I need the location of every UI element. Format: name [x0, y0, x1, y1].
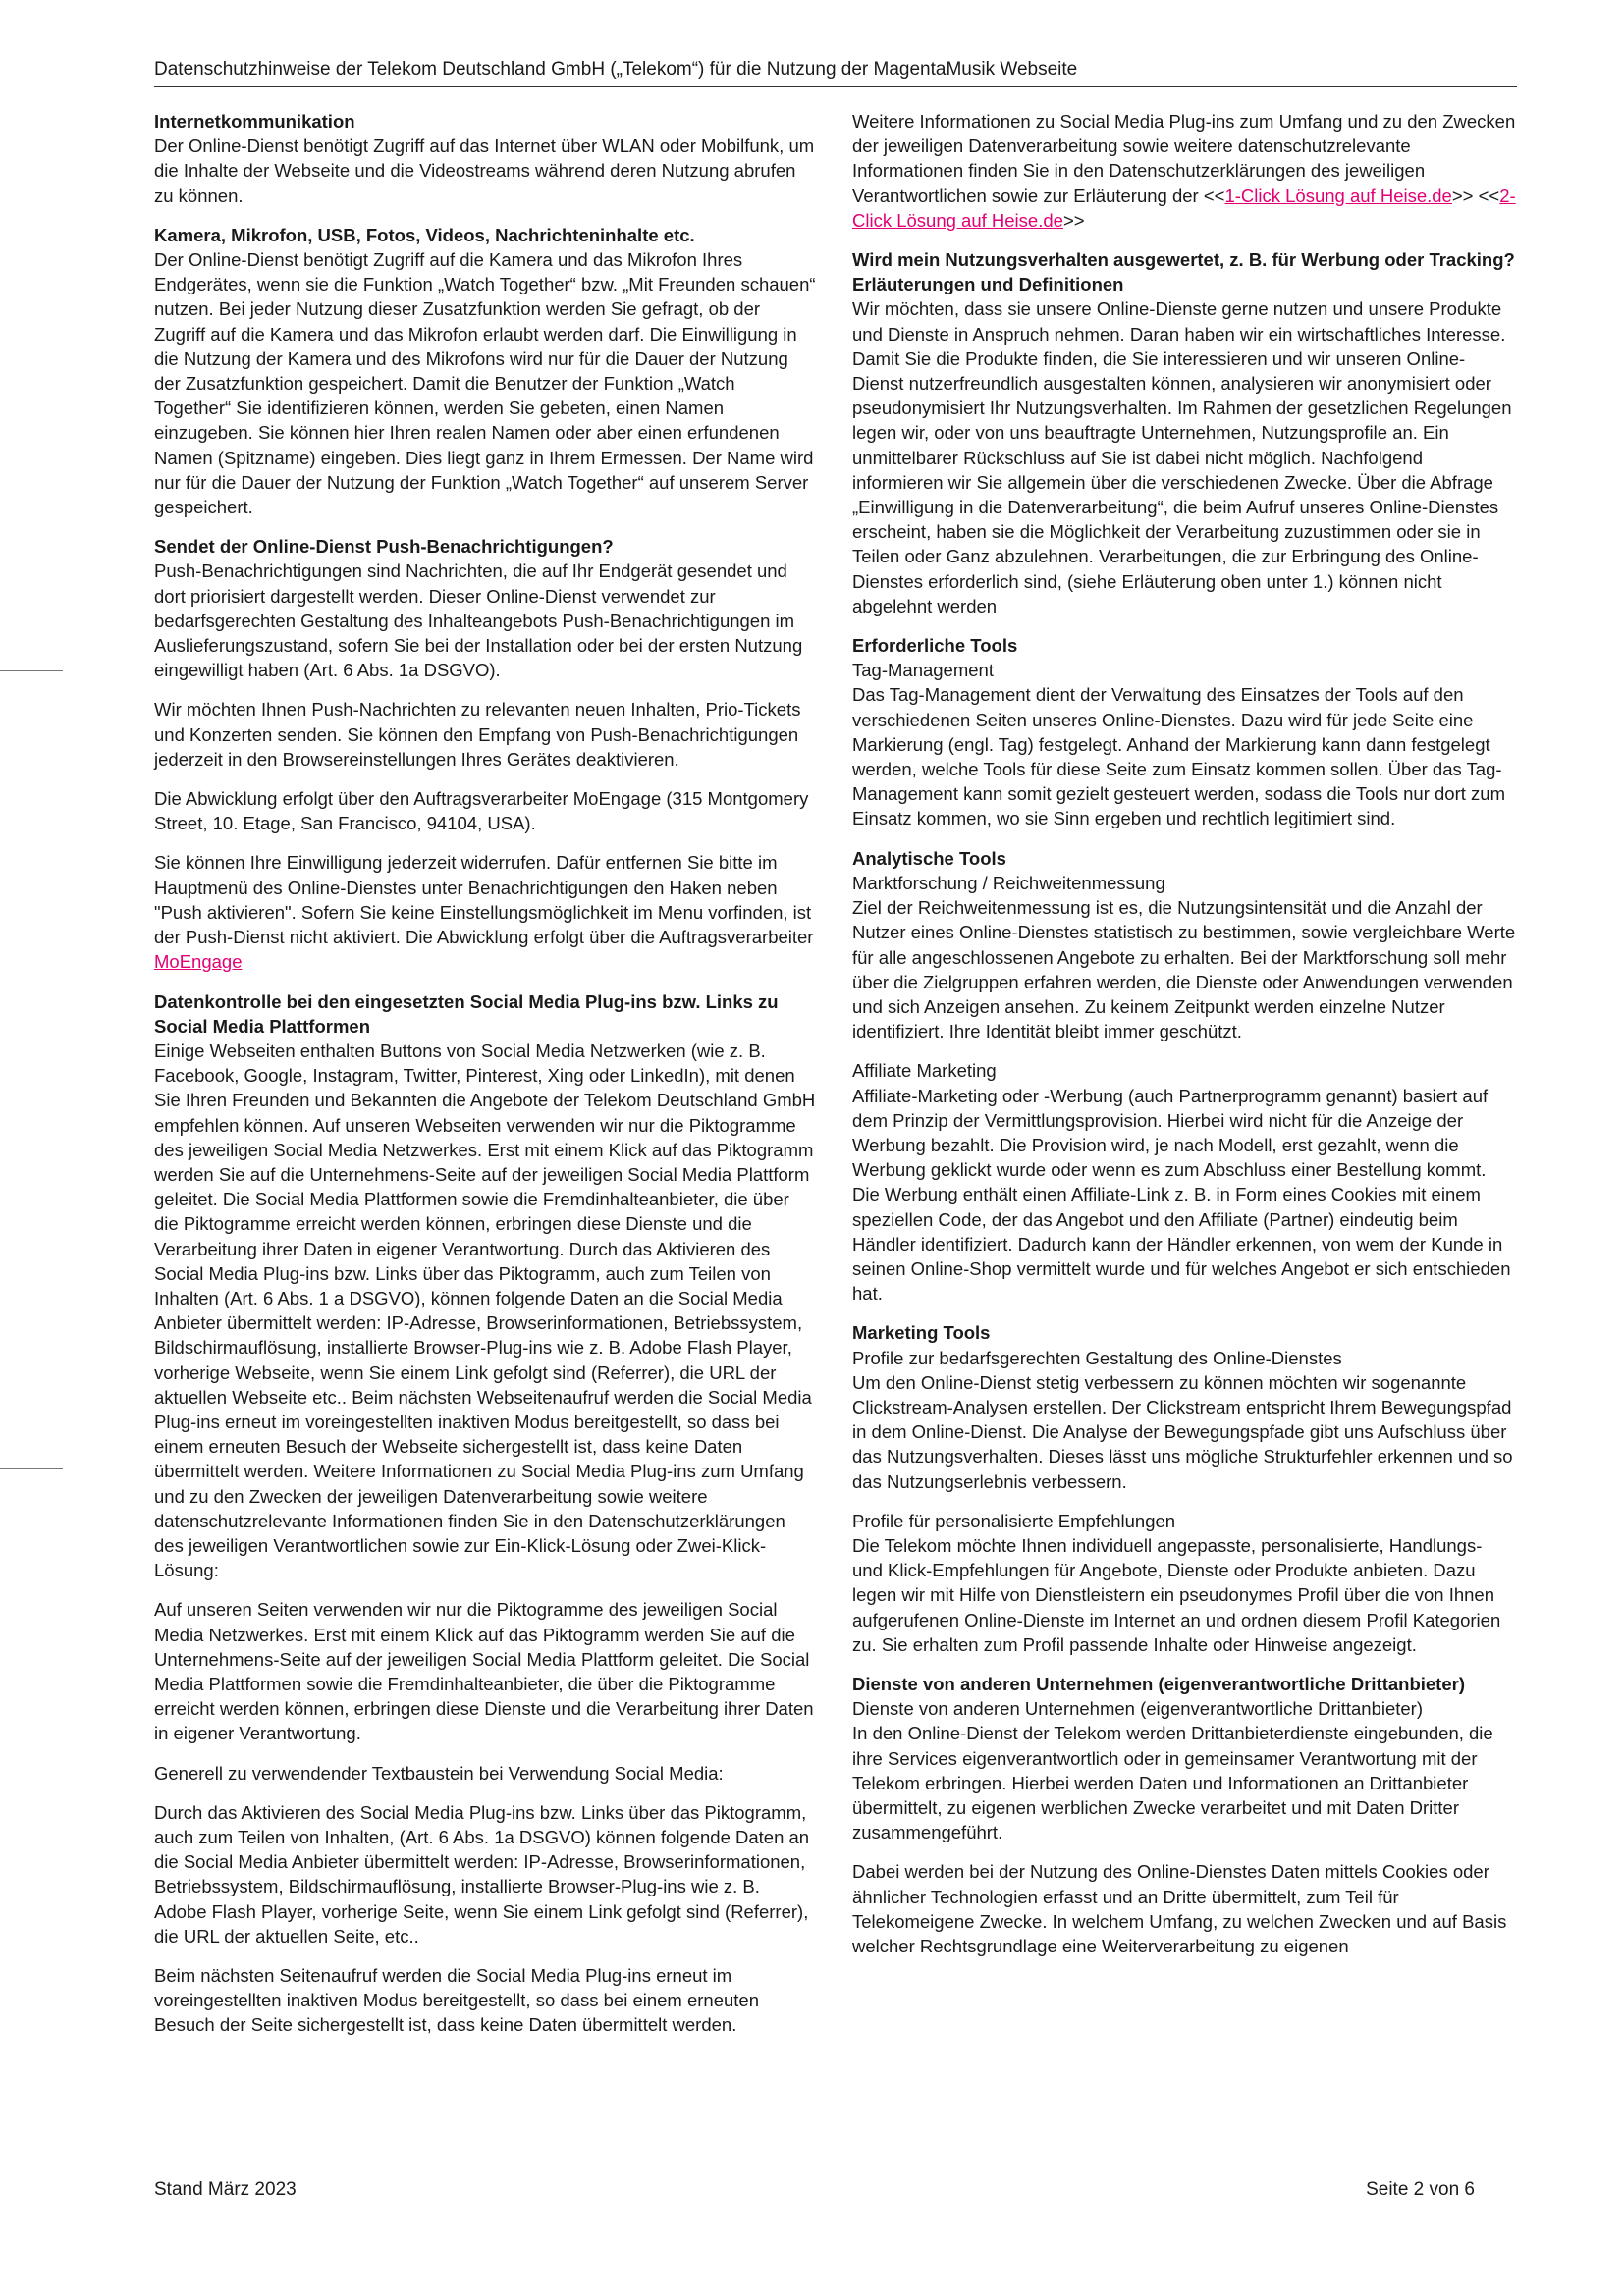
social-text-4: Durch das Aktivieren des Social Media Plug-ins bzw. Links über das Piktogramm, auch zum Teilen von Inhalten, (Art. 6 Abs. 1a DSGVO) können folgende Daten an die Social Media Anbieter übermittelt werden: IP-Adresse, Browserinformationen, Betriebssystem, Bildschirmauflösung, installierte Browser-Plug-ins wie z. B. Adobe Flash Player, vorherige Seite, wenn Sie einem Link gefolgt sind (Referrer), die URL der aktuellen Seite, etc.. [154, 1801, 810, 1947]
marketing-subheading: Profile zur bedarfsgerechten Gestaltung des Online-Dienstes [852, 1347, 1342, 1368]
section-required-tools [852, 633, 1516, 831]
social-info-body: Weitere Informationen zu Social Media Plug-ins zum Umfang und zu den Zwecken der jeweiligen Datenverarbeitung sowie weitere datenschutzrelevante Informationen finden Sie in den Datenschutzerklärungen des jeweiligen Verantwortlichen sowie zur Erläuterung der [852, 111, 1516, 206]
section-marketing-tools [852, 1320, 1516, 1493]
third-party-heading: Dienste von anderen Unternehmen (eigenverantwortliche Drittanbieter) [852, 1673, 1465, 1694]
footer-date: Stand März 2023 [154, 2179, 297, 2200]
analytic-text: Ziel der Reichweitenmessung ist es, die Nutzungsintensität und die Anzahl der Nutzer eines Online-Dienstes statistisch zu bestimmen, sowie vergleichbare Werte für alle angeschlossenen Angebote zu erhalten. Bei der Marktforschung soll mehr über die Zielgruppen erfahren werden, die Dienste oder Anwendungen verwenden und sich Anzeigen ansehen. Zu keinem Zeitpunkt werden einzelne Nutzer identifiziert. Ihre Identität bleibt immer geschützt. [852, 897, 1516, 1042]
tracking-heading: Wird mein Nutzungsverhalten ausgewertet, z. B. für Werbung oder Tracking? [852, 249, 1515, 271]
social-text-3: Generell zu verwendender Textbaustein bei Verwendung Social Media: [154, 1762, 724, 1784]
internet-heading: Internetkommunikation [154, 111, 355, 132]
social-text-1: Einige Webseiten enthalten Buttons von Social Media Netzwerken (wie z. B. Facebook, Google, Instagram, Twitter, Pinterest, Xing oder LinkedIn), mit denen Sie Ihren Freunden und Bekannten die Angebote der Telekom Deutschland GmbH empfehlen können. Auf unseren Webseiten verwenden wir nur die Piktogramme des jeweiligen Social Media Netzwerkes. Erst mit einem Klick auf das Piktogramm werden Sie auf die Unternehmens-Seite auf der jeweiligen Social Media Plattform geleitet. Die Social Media Plattformen sowie die Fremdinhalteanbieter, die über die Piktogramme erreicht werden können, erbringen diese Dienste und die Verarbeitung ihrer Daten in eigener Verantwortung. Durch das Aktivieren des Social Media Plug-ins bzw. Links über das Piktogramm, auch zum Teilen von Inhalten (Art. 6 Abs. 1 a DSGVO), können folgende Daten an die Social Media Anbieter übermittelt werden: IP-Adresse, Browserinformationen, Betriebssystem, Bildschirmauflösung, installierte Browser-Plug-ins wie z. B. Adobe Flash Player, vorherige Webseite, wenn Sie einem Link gefolgt sind (Referrer), die URL der aktuellen Webseite etc.. Beim nächsten Webseitenaufruf werden die Social Media Plug-ins erneut im voreingestellten inaktiven Modus bereitgestellt, so dass bei einem erneuten Besuch der Webseite sichergestellt ist, dass keine Daten übermittelt werden. Weitere Informationen zu Social Media Plug-ins zum Umfang und zu den Zwecken der jeweiligen Datenverarbeitung sowie weitere datenschutzrelevante Informationen finden Sie in den Datenschutzerklärungen des jeweiligen Verantwortlichen sowie zur Ein-Klick-Lösung oder Zwei-Klick-Lösung: [154, 1040, 816, 1581]
section-affiliate [852, 1058, 1516, 1306]
section-analytic-tools [852, 846, 1516, 1044]
analytic-subheading: Marktforschung / Reichweitenmessung [852, 872, 1165, 893]
social-text-2: Auf unseren Seiten verwenden wir nur die Piktogramme des jeweiligen Social Media Netzwerkes. Erst mit einem Klick auf das Piktogramm werden Sie auf die Unternehmens-Seite auf der jeweiligen Social Media Plattform geleitet. Die Social Media Plattformen sowie die Fremdinhalteanbieter, die über die Piktogramme erreicht werden können, erbringen diese Dienste und die Verarbeitung ihrer Daten in eigener Verantwortung. [154, 1599, 814, 1744]
section-tracking [852, 247, 1516, 618]
link-close-bracket: >> [1062, 209, 1085, 231]
fold-mark-middle [0, 1468, 63, 1469]
required-subheading: Tag-Management [852, 660, 994, 681]
section-camera [154, 223, 816, 519]
one-click-link[interactable]: 1-Click Lösung auf Heise.de [1224, 185, 1452, 206]
internet-text: Der Online-Dienst benötigt Zugriff auf das Internet über WLAN oder Mobilfunk, um die Inhalte der Webseite und die Videostreams während deren Nutzung abrufen zu können. [154, 135, 815, 206]
definitions-text: Wir möchten, dass sie unsere Online-Dienste gerne nutzen und unsere Produkte und Dienste in Anspruch nehmen. Daran haben wir ein wirtschaftliches Interesse. Damit Sie die Produkte finden, die Sie interessieren und wir unseren Online-Dienst nutzerfreundlich ausgestalten können, analysieren wir anonymisiert oder pseudonymisiert Ihr Nutzungsverhalten. Im Rahmen der gesetzlichen Regelungen legen wir, oder von uns beauftragte Unternehmen, Nutzungsprofile an. Ein unmittelbarer Rückschluss auf Sie ist dabei nicht möglich. Nachfolgend informieren wir Sie allgemein über die verschiedenen Zwecke. Über die Abfrage „Einwilligung in die Datenverarbeitung“, die beim Aufruf unseres Online-Dienstes erscheint, haben sie die Möglichkeit der Verarbeitung zuzustimmen oder sie in Teilen oder Ganz abzulehnen. Verarbeitungen, die zur Erbringung des Online-Dienstes erforderlich sind, (siehe Erläuterung oben unter 1.) können nicht abgelehnt werden [852, 298, 1512, 616]
fold-mark-top [0, 670, 63, 671]
push-text-1: Push-Benachrichtigungen sind Nachrichten, die auf Ihr Endgerät gesendet und dort priorisiert dargestellt werden. Dieser Online-Dienst verwendet zur bedarfsgerechten Gestaltung des Inhalteangebots Push-Benachrichtigungen im Auslieferungszustand, sofern Sie bei der Installation oder bei der ersten Nutzung eingewilligt haben (Art. 6 Abs. 1a DSGVO). [154, 561, 803, 681]
two-click-link[interactable]: 2-Click Lösung auf Heise.de [852, 185, 1516, 231]
section-social [154, 989, 816, 2038]
marketing-heading: Marketing Tools [852, 1322, 991, 1344]
page-header: Datenschutzhinweise der Telekom Deutschland GmbH („Telekom“) für die Nutzung der MagentaMusik Webseite [154, 57, 1517, 87]
third-party-text-1: In den Online-Dienst der Telekom werden Drittanbieterdienste eingebunden, die ihre Services eigenverantwortlich oder in gemeinsamer Verantwortung mit der Telekom erbringen. Hierbei werden Daten und Informationen an Drittanbieter übermittelt, zu eigenen werblichen Zwecke verarbeitet und mit Daten Dritter zusammengeführt. [852, 1723, 1493, 1843]
camera-heading: Kamera, Mikrofon, USB, Fotos, Videos, Nachrichteninhalte etc. [154, 224, 695, 245]
section-push [154, 534, 816, 974]
push-text-2: Wir möchten Ihnen Push-Nachrichten zu relevanten neuen Inhalten, Prio-Tickets und Konzerten senden. Sie können den Empfang von Push-Benachrichtigungen jederzeit in den Browsereinstellungen Ihres Gerätes deaktivieren. [154, 699, 801, 770]
social-heading: Datenkontrolle bei den eingesetzten Social Media Plug-ins bzw. Links zu Social Media Plattformen [154, 990, 779, 1037]
required-text: Das Tag-Management dient der Verwaltung des Einsatzes der Tools auf den verschiedenen Seiten unseres Online-Dienstes. Dazu wird für jede Seite eine Markierung (engl. Tag) festgelegt. Anhand der Markierung kann dann festgelegt werden, welche Tools für diese Seite zum Einsatz kommen sollen. Über das Tag-Management kann somit gezielt gesteuert werden, sodass die Tools nur dort zum Einsatz kommen, wo sie Sinn ergeben und rechtlich legitimiert sind. [852, 684, 1505, 829]
affiliate-text: Affiliate-Marketing oder -Werbung (auch Partnerprogramm genannt) basiert auf dem Prinzip der Vermittlungsprovision. Hierbei wird nicht für die Anzeige der Werbung bezahlt. Die Provision wird, je nach Modell, erst gezahlt, wenn die Werbung geklickt wurde oder wenn es zum Abschluss einer Bestellung kommt. Die Werbung enthält einen Affiliate-Link z. B. in Form eines Cookies mit einem speziellen Code, der das Angebot und den Affiliate (Partner) eindeutig beim Händler identifiziert. Dadurch kann der Händler erkennen, von wem der Kunde in seinen Online-Shop vermittelt wurde und für welches Angebot er sich entschieden hat. [852, 1085, 1511, 1305]
affiliate-subheading: Affiliate Marketing [852, 1060, 997, 1082]
required-heading: Erforderliche Tools [852, 635, 1018, 657]
personal-text: Die Telekom möchte Ihnen individuell angepasste, personalisierte, Handlungs- und Klick-Empfehlungen für Angebote, Dienste oder Produkte anbieten. Dazu legen wir mit Hilfe von Dienstleistern ein pseudonymes Profil über die von Ihnen aufgerufenen Online-Dienste im Internet an und ordnen diesem Profil Kategorien zu. Sie erhalten zum Profil passende Inhalte oder Hinweise angezeigt. [852, 1534, 1501, 1655]
push-heading: Sendet der Online-Dienst Push-Benachrichtigungen? [154, 536, 614, 558]
push-text-4-body: Sie können Ihre Einwilligung jederzeit widerrufen. Dafür entfernen Sie bitte im Hauptmenü des Online-Dienstes unter Benachrichtigungen den Haken neben "Push aktivieren". Sofern Sie keine Einstellungsmöglichkeit im Menu vorfinden, ist der Push-Dienst nicht aktiviert. Die Abwicklung erfolgt über die Auftragsverarbeiter [154, 852, 814, 948]
social-info-text [852, 109, 1516, 233]
third-party-text-2: Dabei werden bei der Nutzung des Online-Dienstes Daten mittels Cookies oder ähnlicher Technologien erfasst und an Dritte übermittelt, zum Teil für Telekomeigene Zwecke. In welchem Umfang, zu welchen Zwecken und auf Basis welcher Rechtsgrundlage eine Weiterverarbeitung zu eigenen [852, 1861, 1507, 1957]
right-column [852, 109, 1516, 1973]
section-third-party [852, 1672, 1516, 1958]
left-column [154, 109, 816, 2053]
push-text-3: Die Abwicklung erfolgt über den Auftragsverarbeiter MoEngage (315 Montgomery Street, 10. Etage, San Francisco, 94104, USA). [154, 788, 809, 834]
analytic-heading: Analytische Tools [852, 847, 1006, 869]
third-party-subheading: Dienste von anderen Unternehmen (eigenverantwortliche Drittanbieter) [852, 1698, 1424, 1720]
marketing-text: Um den Online-Dienst stetig verbessern zu können möchten wir sogenannte Clickstream-Analysen erstellen. Der Clickstream entspricht Ihrem Bewegungspfad in dem Online-Dienst. Die Analyse der Bewegungspfade gibt uns Aufschluss über das Nutzungsverhalten. Dieses lässt uns mögliche Strukturfehler erkennen und so das Nutzungserlebnis verbessern. [852, 1371, 1513, 1492]
link-open-bracket: << [1203, 185, 1225, 206]
link-separator: >> << [1451, 185, 1500, 206]
moengage-link[interactable]: MoEngage [154, 951, 243, 973]
footer-page-number: Seite 2 von 6 [1366, 2179, 1475, 2200]
push-text-4 [154, 850, 816, 974]
section-internet [154, 109, 816, 208]
camera-text: Der Online-Dienst benötigt Zugriff auf die Kamera und das Mikrofon Ihres Endgerätes, wenn sie die Funktion „Watch Together“ bzw. „Mit Freunden schauen“ nutzen. Bei jeder Nutzung dieser Zusatzfunktion werden Sie gefragt, ob der Zugriff auf die Kamera und das Mikrofon erlaubt werden darf. Die Einwilligung in die Nutzung der Kamera und des Mikrofons wird nur für die Dauer der Nutzung der Zusatzfunktion gespeichert. Damit die Benutzer der Funktion „Watch Together“ Sie identifizieren können, werden Sie gebeten, einen Namen einzugeben. Sie können hier Ihren realen Namen oder aber einen erfundenen Namen (Spitzname) eingeben. Dies liegt ganz in Ihrem Ermessen. Der Name wird nur für die Dauer der Nutzung der Funktion „Watch Together“ auf unserem Server gespeichert. [154, 249, 816, 518]
social-text-5: Beim nächsten Seitenaufruf werden die Social Media Plug-ins erneut im voreingestellten inaktiven Modus bereitgestellt, so dass bei einem erneuten Besuch der Seite sichergestellt ist, dass keine Daten übermittelt werden. [154, 1965, 760, 2036]
definitions-heading: Erläuterungen und Definitionen [852, 274, 1124, 295]
personal-subheading: Profile für personalisierte Empfehlungen [852, 1510, 1176, 1531]
section-personal [852, 1509, 1516, 1657]
